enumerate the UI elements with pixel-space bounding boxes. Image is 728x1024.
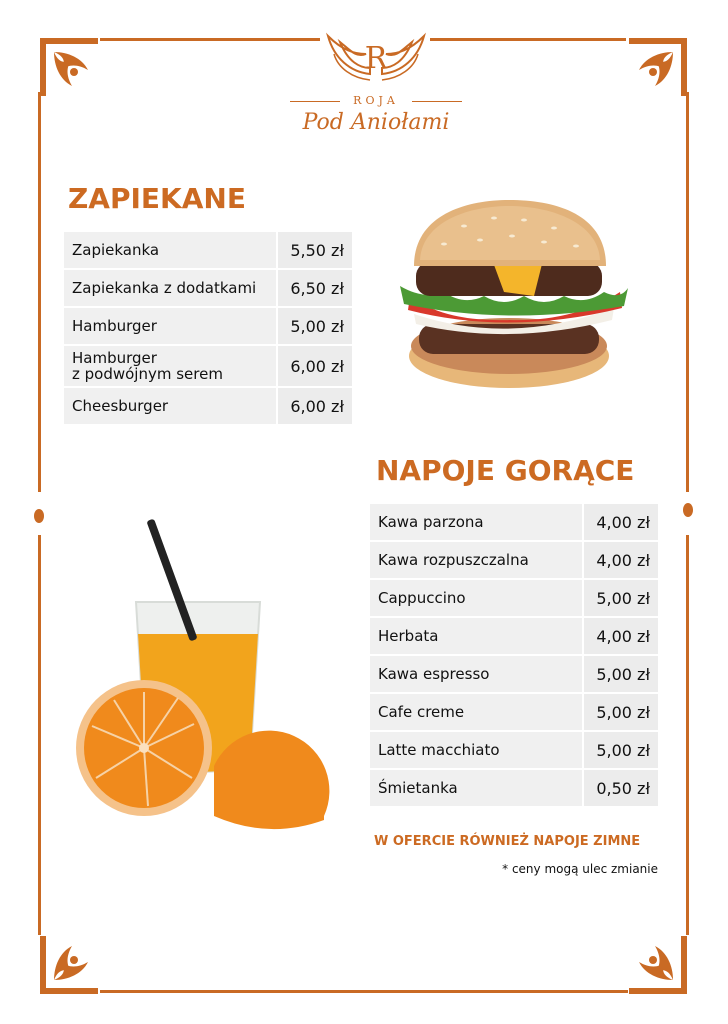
menu-item-price: 6,00 zł — [278, 388, 352, 424]
menu-item-name: Latte macchiato — [370, 732, 582, 768]
menu-row — [64, 346, 352, 386]
menu-item-price: 5,00 zł — [584, 580, 658, 616]
menu-item-name: Zapiekanka z dodatkami — [64, 270, 276, 306]
logo-prefix: ROJA — [353, 94, 399, 107]
corner-ornament-bottom-right — [627, 934, 689, 996]
menu-item-name: Hamburger — [64, 308, 276, 344]
menu-item-price: 4,00 zł — [584, 504, 658, 540]
menu-item-name: Herbata — [370, 618, 582, 654]
price-disclaimer: * ceny mogą ulec zmianie — [502, 862, 658, 876]
corner-ornament-bottom-left — [38, 934, 100, 996]
menu-item-name: Zapiekanka — [64, 232, 276, 268]
menu-row — [64, 308, 352, 344]
zapiekane-menu — [64, 232, 352, 426]
menu-row — [370, 656, 658, 692]
menu-item-name: Hamburger z podwójnym serem — [64, 346, 276, 386]
frame-top-left — [100, 38, 320, 41]
cold-drinks-note: W OFERCIE RÓWNIEŻ NAPOJE ZIMNE — [374, 834, 641, 849]
menu-item-price: 4,00 zł — [584, 618, 658, 654]
orange-juice-photo — [74, 516, 334, 838]
menu-item-price: 0,50 zł — [584, 770, 658, 806]
menu-item-name: Kawa espresso — [370, 656, 582, 692]
menu-item-price: 5,50 zł — [278, 232, 352, 268]
menu-item-name: Cafe creme — [370, 694, 582, 730]
frame-right-bottom — [686, 535, 689, 935]
menu-item-name: Cappuccino — [370, 580, 582, 616]
hamburger-photo — [384, 196, 634, 396]
frame-left-bottom — [38, 535, 41, 935]
menu-row — [370, 542, 658, 578]
corner-ornament-top-left — [38, 36, 100, 98]
frame-bottom — [100, 990, 628, 993]
frame-right-dot — [683, 503, 693, 517]
restaurant-logo — [290, 28, 462, 158]
menu-row — [64, 388, 352, 424]
menu-row — [64, 270, 352, 306]
menu-row — [370, 694, 658, 730]
menu-row — [64, 232, 352, 268]
corner-ornament-top-right — [627, 36, 689, 98]
logo-monogram: R — [364, 41, 388, 76]
menu-item-name: Cheesburger — [64, 388, 276, 424]
menu-row — [370, 618, 658, 654]
frame-left-dot — [34, 509, 44, 523]
menu-item-price: 6,50 zł — [278, 270, 352, 306]
menu-row — [370, 504, 658, 540]
logo-name: Pod Aniołami — [302, 110, 450, 135]
menu-item-name: Kawa rozpuszczalna — [370, 542, 582, 578]
section-title-zapiekane: ZAPIEKANE — [68, 182, 246, 215]
menu-item-price: 5,00 zł — [584, 732, 658, 768]
napoje-menu — [370, 504, 658, 808]
frame-right-top — [686, 92, 689, 492]
menu-row — [370, 770, 658, 806]
menu-item-price: 5,00 zł — [584, 694, 658, 730]
angel-wings-icon — [290, 28, 462, 90]
section-title-napoje: NAPOJE GORĄCE — [376, 454, 635, 487]
menu-row — [370, 580, 658, 616]
menu-item-name: Kawa parzona — [370, 504, 582, 540]
menu-row — [370, 732, 658, 768]
menu-item-price: 5,00 zł — [584, 656, 658, 692]
menu-item-name: Śmietanka — [370, 770, 582, 806]
frame-left-top — [38, 92, 41, 492]
menu-item-price: 5,00 zł — [278, 308, 352, 344]
menu-item-price: 6,00 zł — [278, 346, 352, 386]
menu-item-price: 4,00 zł — [584, 542, 658, 578]
